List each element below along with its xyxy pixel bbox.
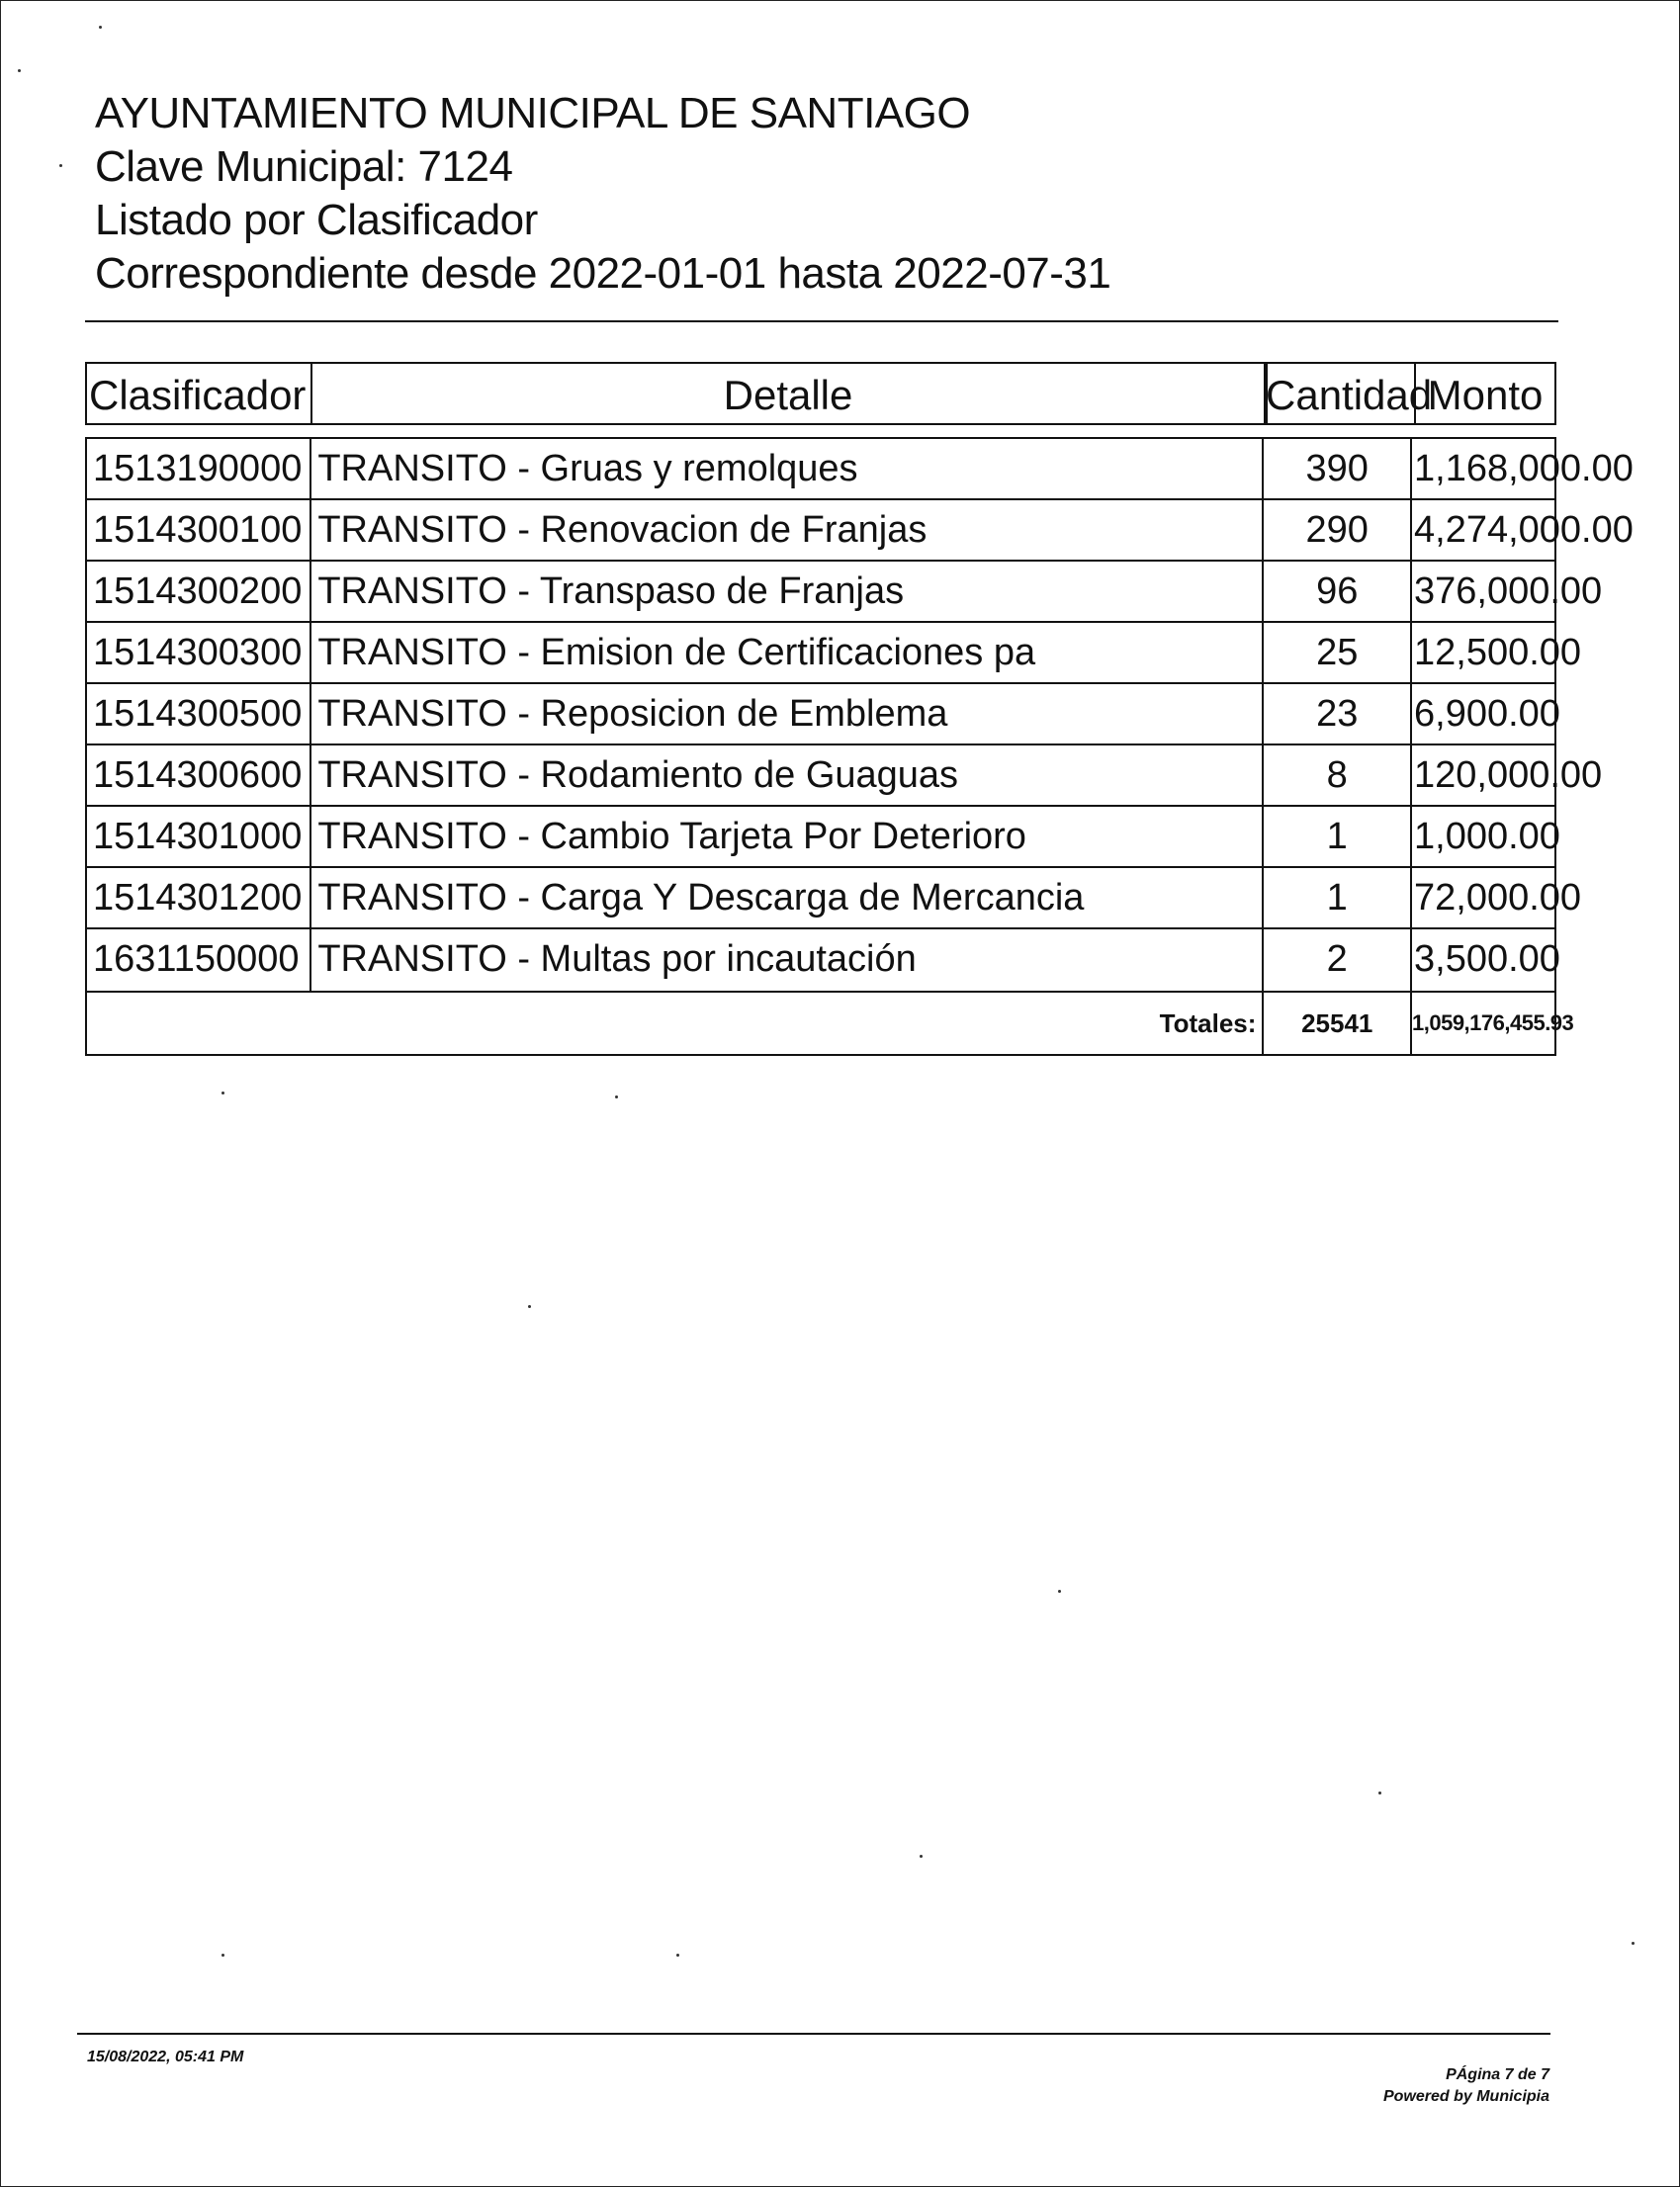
scan-speck [221, 1954, 224, 1957]
row-code: 1513190000 [87, 439, 311, 498]
page-number: PÁgina 7 de 7 [1446, 2066, 1549, 2083]
row-quantity: 1 [1264, 807, 1412, 866]
table-row [87, 562, 1603, 623]
table-row [87, 929, 1560, 991]
row-amount: 1,000.00 [1414, 816, 1560, 857]
column-header-detalle: Detalle [310, 362, 1268, 425]
row-quantity: 8 [1264, 745, 1412, 805]
powered-by: Powered by Municipia [1382, 2088, 1549, 2105]
column-header-monto: Monto [1414, 362, 1556, 425]
table-row [87, 745, 1603, 807]
header-divider [85, 320, 1558, 322]
row-code: 1514300100 [87, 500, 311, 560]
report-type: Listado por Clasificador [95, 196, 538, 244]
row-quantity: 390 [1264, 439, 1412, 498]
table-row [87, 807, 1560, 868]
row-code: 1514300500 [87, 684, 311, 744]
scan-speck [528, 1305, 531, 1308]
row-code: 1514301000 [87, 807, 311, 866]
totals-label: Totales: [87, 993, 1264, 1054]
row-amount: 4,274,000.00 [1414, 509, 1634, 551]
row-quantity: 290 [1264, 500, 1412, 560]
totals-amount: 1,059,176,455.93 [1412, 1010, 1574, 1035]
row-code: 1514300200 [87, 562, 311, 621]
footer-pagination [1383, 2064, 1549, 2108]
scan-speck [1632, 1942, 1635, 1945]
row-code: 1514301200 [87, 868, 311, 927]
row-quantity: 2 [1264, 929, 1412, 991]
municipality-title: AYUNTAMIENTO MUNICIPAL DE SANTIAGO [95, 89, 971, 137]
scan-speck [920, 1855, 923, 1858]
row-detail: TRANSITO - Renovacion de Franjas [311, 500, 1264, 560]
print-timestamp: 15/08/2022, 05:41 PM [87, 2049, 244, 2065]
row-amount: 3,500.00 [1414, 938, 1560, 980]
row-detail: TRANSITO - Transpaso de Franjas [311, 562, 1264, 621]
totals-quantity: 25541 [1264, 993, 1412, 1054]
row-quantity: 1 [1264, 868, 1412, 927]
municipal-code: Clave Municipal: 7124 [95, 142, 513, 191]
row-quantity: 96 [1264, 562, 1412, 621]
table-row [87, 439, 1634, 500]
row-detail: TRANSITO - Reposicion de Emblema [311, 684, 1264, 744]
row-amount: 376,000.00 [1414, 570, 1603, 612]
scan-speck [99, 26, 102, 29]
row-code: 1514300300 [87, 623, 311, 682]
table-row [87, 868, 1582, 929]
footer-divider [77, 2033, 1550, 2035]
row-quantity: 25 [1264, 623, 1412, 682]
table-row [87, 623, 1582, 684]
row-amount: 1,168,000.00 [1414, 448, 1634, 489]
table-row [87, 500, 1634, 562]
table-header-row [85, 362, 1556, 431]
row-detail: TRANSITO - Carga Y Descarga de Mercancia [311, 868, 1264, 927]
column-header-cantidad: Cantidad [1264, 362, 1416, 425]
scan-speck [615, 1095, 618, 1098]
row-amount: 6,900.00 [1414, 693, 1560, 735]
scan-speck [59, 164, 62, 167]
classifier-table [85, 362, 1634, 1056]
date-range: Correspondiente desde 2022-01-01 hasta 2022-07-31 [95, 249, 1111, 298]
row-detail: TRANSITO - Multas por incautación [311, 929, 1264, 991]
row-detail: TRANSITO - Rodamiento de Guaguas [311, 745, 1264, 805]
row-quantity: 23 [1264, 684, 1412, 744]
row-code: 1631150000 [87, 929, 311, 991]
scan-speck [1058, 1590, 1061, 1593]
report-header [95, 87, 1558, 301]
scan-speck [1378, 1792, 1381, 1794]
row-amount: 12,500.00 [1414, 632, 1582, 673]
row-amount: 120,000.00 [1414, 754, 1603, 796]
row-amount: 72,000.00 [1414, 877, 1582, 919]
scan-speck [221, 1092, 224, 1094]
scan-speck [18, 69, 21, 72]
row-detail: TRANSITO - Cambio Tarjeta Por Deterioro [311, 807, 1264, 866]
table-body [85, 437, 1634, 993]
row-detail: TRANSITO - Gruas y remolques [311, 439, 1264, 498]
table-row [87, 684, 1560, 745]
scan-speck [676, 1954, 679, 1957]
row-detail: TRANSITO - Emision de Certificaciones pa [311, 623, 1264, 682]
column-header-clasificador: Clasificador [85, 362, 312, 425]
row-code: 1514300600 [87, 745, 311, 805]
totals-row [85, 993, 1574, 1056]
